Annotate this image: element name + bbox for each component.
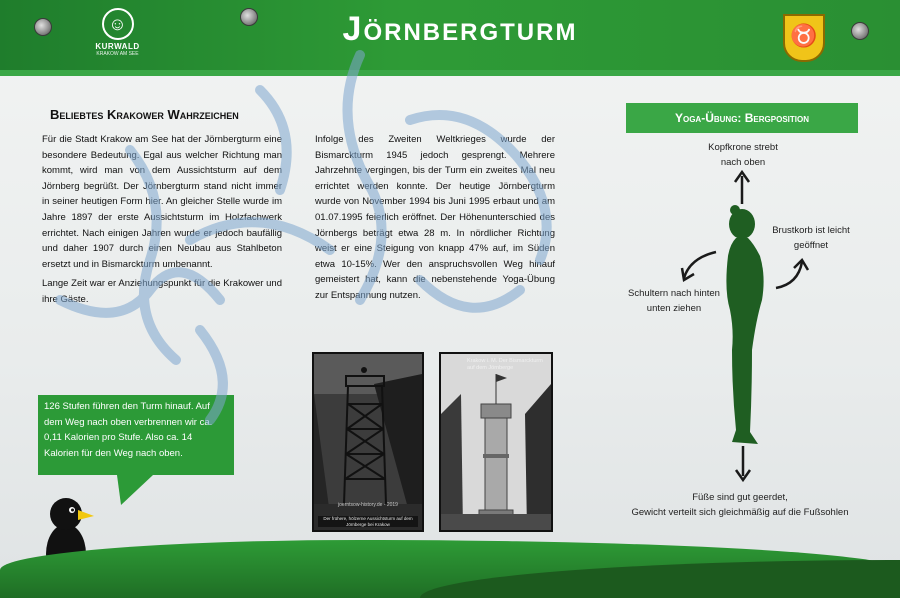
logo-subtitle: KRAKOW AM SEE <box>96 51 139 57</box>
photo-caption: Krakow i. M. Der Bismarckturm auf dem Jörnberge <box>467 358 543 371</box>
bull-crest-icon: ♉ <box>783 14 825 62</box>
kurwald-logo <box>95 8 140 57</box>
sign-title: Jörnbergturm <box>342 10 578 48</box>
yoga-figure <box>680 160 830 490</box>
logo-name: KURWALD <box>95 42 140 51</box>
person-icon: ☺ <box>102 8 134 40</box>
wooden-tower-photo <box>312 352 424 532</box>
history-text-middle <box>315 132 555 304</box>
paragraph: Lange Zeit war er Anziehungspunkt für die Krakower und ihre Gäste. <box>42 278 282 305</box>
photo-watermark: joerntsow-history.de - 2019 <box>338 502 398 508</box>
paragraph: Infolge des Zweiten Weltkrieges wurde der Bismarckturm 1945 jedoch gesprengt. Mehrere Jahrzehnte vergingen, bis der Turm ein zweites Mal neu errichtet werden konnte. Der heutige Jörnbergturm wurde von November 1994 bis Juni 1995 erbaut und am 01.07.1995 feierlich eröffnet. Der Höhenunterschied des Jörnbergs beträgt etwa 28 m. In nördlicher Richtung weist er eine Steigung von knapp 47% auf, im Süden etwa 10-15%. Wer den anspruchsvollen Weg hinauf gemeistert hat, kann die nebenstehende Yoga-Übung zur Entspannung nutzen. <box>315 134 555 301</box>
history-text-left <box>42 132 282 312</box>
bubble-tail <box>103 475 153 505</box>
sign-header <box>0 0 900 76</box>
screw-icon <box>851 22 869 40</box>
label-feet <box>600 490 880 520</box>
screw-icon <box>240 8 258 26</box>
fact-bubble: 126 Stufen führen den Turm hinauf. Auf dem Weg nach oben verbrennen wir ca. 0,11 Kalorien pro Stufe. Also ca. 14 Kalorien für den Weg nach oben. <box>38 395 234 475</box>
paragraph: Für die Stadt Krakow am See hat der Jörnbergturm eine besondere Bedeutung. Egal aus welcher Richtung man kommt, wird man von dem Aussichtsturm auf dem Jörnberg begrüßt. Der Jörnbergturm stand nicht immer in seiner heutigen Form hier. An gleicher Stelle wurde im Jahre 1897 der erste Aussichtsturm im Holzfachwerk errichtet. Nach einigen Jahren wurde er jedoch baufällig und daher 1907 durch einen Neubau aus Stahlbeton ersetzt und in Bismarckturm umbenannt. <box>42 134 282 270</box>
stone-tower-illustration <box>441 354 551 530</box>
bismarck-tower-photo <box>439 352 553 532</box>
label-feet-line2: Gewicht verteilt sich gleichmäßig auf die Fußsohlen <box>631 507 849 518</box>
header-stripe <box>0 70 900 76</box>
label-shoulders: Schultern nach hinten unten ziehen <box>628 288 720 314</box>
section-title: Beliebtes Krakower Wahrzeichen <box>50 107 239 122</box>
screw-icon <box>34 18 52 36</box>
label-head: Kopfkrone strebt nach oben <box>708 142 778 168</box>
photo-caption: Der frühere, hölzerne Aussichtsturm auf dem Jörnberge bei Krakow <box>318 516 418 527</box>
label-chest: Brustkorb ist leicht geöffnet <box>772 225 850 251</box>
label-feet-line1: Füße sind gut geerdet, <box>692 492 788 503</box>
yoga-header: Yoga-Übung: Bergposition <box>626 103 858 133</box>
